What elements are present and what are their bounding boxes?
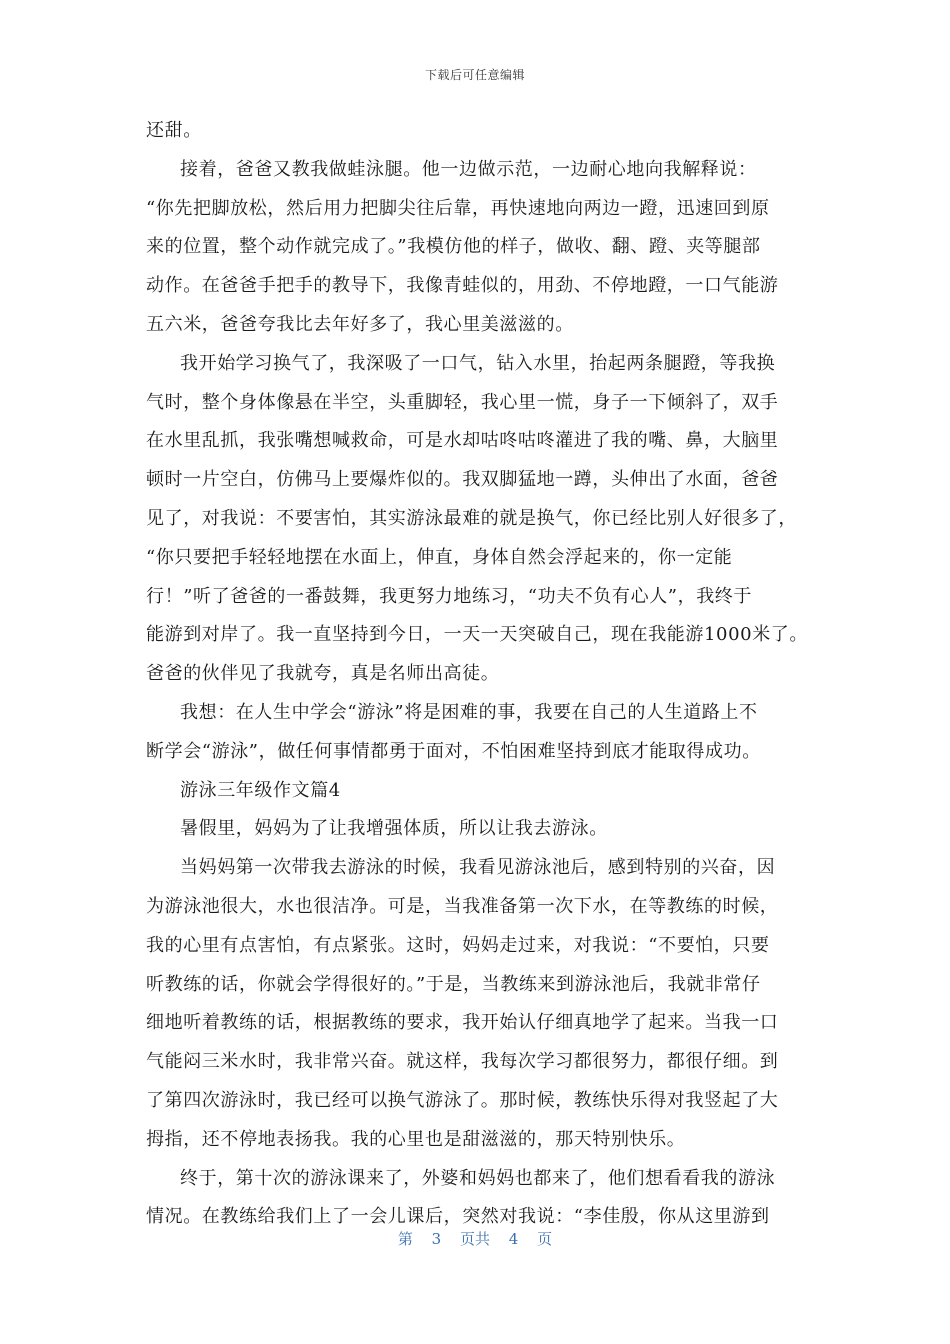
text-line: 细地听着教练的话，根据教练的要求，我开始认仔细真地学了起来。当我一口: [146, 1012, 779, 1034]
text-line: 在水里乱抓，我张嘴想喊救命，可是水却咕咚咕咚灌进了我的嘴、鼻，大脑里: [146, 430, 779, 452]
text-line: 为游泳池很大，水也很洁净。可是，当我准备第一次下水，在等教练的时候，: [146, 895, 779, 917]
text-line: 拇指，还不停地表扬我。我的心里也是甜滋滋的，那天特别快乐。: [146, 1128, 686, 1150]
text-line: 我开始学习换气了，我深吸了一口气，钻入水里，抬起两条腿蹬，等我换: [180, 352, 776, 374]
text-line: “你只要把手轻轻地摆在水面上，伸直，身体自然会浮起来的，你一定能: [146, 546, 733, 568]
footer-current-page: 3: [431, 1230, 442, 1248]
footer-suffix: 页: [537, 1230, 553, 1248]
footer-total-pages: 4: [508, 1230, 519, 1248]
text-line: 了第四次游泳时，我已经可以换气游泳了。那时候，教练快乐得对我竖起了大: [146, 1089, 779, 1111]
page-header: 下载后可任意编辑: [424, 68, 525, 82]
text-line: 听教练的话，你就会学得很好的。”于是，当教练来到游泳池后，我就非常仔: [146, 973, 761, 995]
text-line: 气时，整个身体像悬在半空，头重脚轻，我心里一慌，身子一下倾斜了，双手: [146, 391, 779, 413]
text-line: 五六米，爸爸夸我比去年好多了，我心里美滋滋的。: [146, 313, 574, 335]
footer-prefix: 第: [397, 1230, 413, 1248]
text-line: 见了，对我说：不要害怕，其实游泳最难的就是换气，你已经比别人好很多了，: [146, 507, 797, 529]
text-line: 我想：在人生中学会“游泳”将是困难的事，我要在自己的人生道路上不: [180, 701, 758, 723]
page-footer: [0, 1228, 950, 1249]
text-line: 我的心里有点害怕，有点紧张。这时，妈妈走过来，对我说：“不要怕，只要: [146, 934, 770, 956]
text-line: 行！”听了爸爸的一番鼓舞，我更努力地练习，“功夫不负有心人”，我终于: [146, 585, 753, 607]
text-line: 能游到对岸了。我一直坚持到今日，一天一天突破自己，现在我能游1000米了。: [146, 624, 809, 646]
text-line: 还甜。: [146, 120, 202, 141]
text-line: 情况。在教练给我们上了一会儿课后，突然对我说：“李佳殷，你从这里游到: [146, 1206, 770, 1228]
text-line: 暑假里，妈妈为了让我增强体质，所以让我去游泳。: [180, 818, 608, 840]
text-line: 气能闷三米水时，我非常兴奋。就这样，我每次学习都很努力，都很仔细。到: [146, 1051, 779, 1073]
text-line: 终于，第十次的游泳课来了，外婆和妈妈也都来了，他们想看看我的游泳: [180, 1167, 776, 1189]
text-line: 动作。在爸爸手把手的教导下，我像青蛙似的，用劲、不停地蹬，一口气能游: [146, 275, 779, 297]
text-line: 断学会“游泳”，做任何事情都勇于面对，不怕困难坚持到底才能取得成功。: [146, 740, 761, 762]
text-line: 游泳三年级作文篇4: [180, 779, 341, 801]
text-line: 来的位置，整个动作就完成了。”我模仿他的样子，做收、翻、蹬、夹等腿部: [146, 236, 761, 258]
document-body: [146, 112, 816, 1237]
text-line: 接着，爸爸又教我做蛙泳腿。他一边做示范，一边耐心地向我解释说：: [180, 158, 757, 180]
footer-middle: 页共: [459, 1230, 490, 1248]
text-line: “你先把脚放松，然后用力把脚尖往后靠，再快速地向两边一蹬，迅速回到原: [146, 197, 770, 219]
text-line: 爸爸的伙伴见了我就夸，真是名师出高徒。: [146, 663, 500, 685]
text-line: 当妈妈第一次带我去游泳的时候，我看见游泳池后，感到特别的兴奋，因: [180, 857, 776, 879]
text-line: 顿时一片空白，仿佛马上要爆炸似的。我双脚猛地一蹲，头伸出了水面，爸爸: [146, 469, 779, 491]
